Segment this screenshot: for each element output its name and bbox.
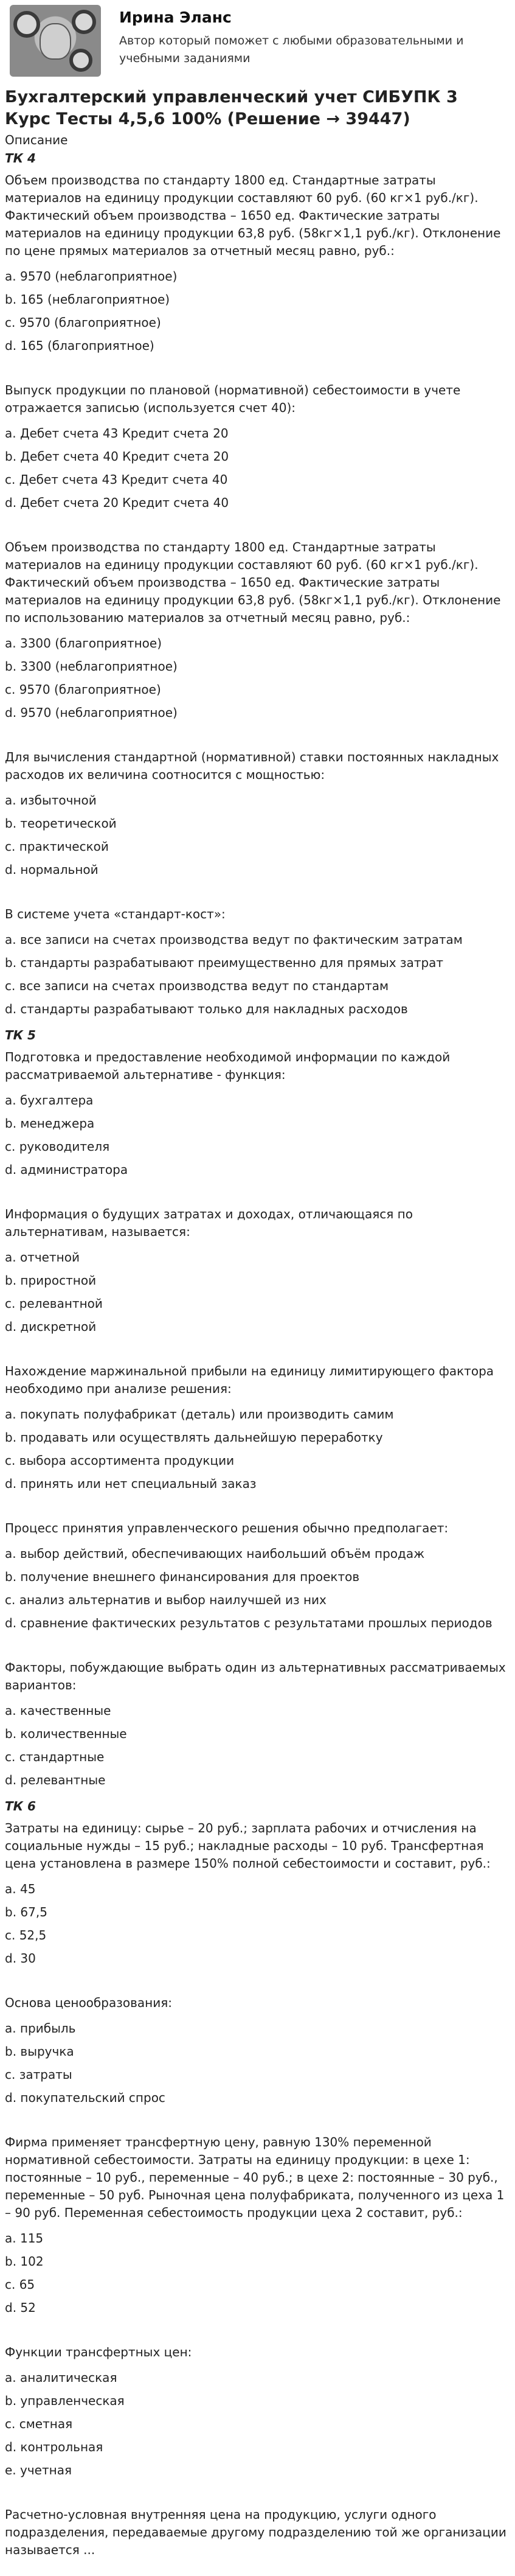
answer-option: d. покупательский спрос: [5, 2090, 165, 2105]
question-text: Для вычисления стандартной (нормативной) ставки постоянных накладных расходов их величина соотносится с мощностью:: [5, 750, 499, 782]
film-reel-icon: [72, 10, 96, 34]
answer-option: d. дискретной: [5, 1319, 97, 1334]
question-text: Факторы, побуждающие выбрать один из альтернативных рассматриваемых вариантов:: [5, 1660, 506, 1692]
answer-option: a. избыточной: [5, 793, 97, 808]
question-text: Объем производства по стандарту 1800 ед. Стандартные затраты материалов на единицу продукции составляют 60 руб. (60 кг×1 руб./кг). Фактический объем производства – 1650 ед. Фактические затраты материалов на единицу продукции 63,8 руб. (58кг×1,1 руб./кг). Отклонение по цене прямых материалов за отчетный месяц равно, руб.:: [5, 173, 501, 258]
answer-option: b. приростной: [5, 1273, 97, 1288]
answer-option: b. продавать или осуществлять дальнейшую переработку: [5, 1430, 383, 1445]
answer-option: b. выручка: [5, 2044, 74, 2059]
answer-option: c. сметная: [5, 2417, 73, 2431]
answer-option: b. 67,5: [5, 1905, 47, 1919]
spacer: [5, 1970, 510, 1991]
question-text: Объем производства по стандарту 1800 ед. Стандартные затраты материалов на единицу продукции составляют 60 руб. (60 кг×1 руб./кг). Фактический объем производства – 1650 ед. Фактические затраты материалов на единицу продукции 63,8 руб. (58кг×1,1 руб./кг). Отклонение по использованию материалов за отчетный месяц равно, руб.:: [5, 540, 501, 625]
answer-option: c. Дебет счета 43 Кредит счета 40: [5, 472, 228, 487]
spacer: [5, 1181, 510, 1202]
spacer: [5, 2482, 510, 2502]
spacer: [5, 1495, 510, 1516]
question-text: Функции трансфертных цен:: [5, 2345, 192, 2359]
answer-option: b. 102: [5, 2254, 44, 2269]
test-section: [5, 1796, 510, 2569]
spacer: [5, 1635, 510, 1655]
answer-option: a. бухгалтера: [5, 1093, 94, 1108]
answer-option: b. количественные: [5, 1726, 127, 1741]
answer-option: c. затраты: [5, 2067, 72, 2082]
answer-option: b. стандарты разрабатывают преимущественно для прямых затрат: [5, 955, 444, 970]
answer-option: c. 65: [5, 2277, 35, 2292]
test-section: [5, 1025, 510, 1796]
question-text: Нахождение маржинальной прибыли на единицу лимитирующего фактора необходимо при анализе решения:: [5, 1364, 494, 1396]
question-text: Основа ценообразования:: [5, 1995, 172, 2010]
answer-option: d. нормальной: [5, 862, 99, 877]
spacer: [5, 1338, 510, 1359]
answer-option: d. 52: [5, 2300, 36, 2315]
answer-option: b. Дебет счета 40 Кредит счета 20: [5, 449, 229, 464]
answer-option: a. 115: [5, 2231, 44, 2246]
test-content: [5, 148, 510, 2569]
answer-option: e. учетная: [5, 2463, 72, 2477]
answer-option: a. покупать полуфабрикат (деталь) или производить самим: [5, 1407, 394, 1422]
question-text: Выпуск продукции по плановой (нормативной) себестоимости в учете отражается записью (используется счет 40):: [5, 383, 461, 415]
answer-option: d. контрольная: [5, 2440, 103, 2454]
answer-option: c. анализ альтернатив и выбор наилучшей из них: [5, 1593, 327, 1607]
answer-option: c. руководителя: [5, 1139, 110, 1154]
section-heading: ТК 4: [5, 151, 36, 166]
answer-option: d. администратора: [5, 1162, 128, 1177]
answer-option: a. прибыль: [5, 2021, 76, 2036]
author-name[interactable]: Ирина Эланс: [119, 9, 232, 26]
answer-option: a. Дебет счета 43 Кредит счета 20: [5, 426, 229, 441]
author-description: Автор который поможет с любыми образовательными и учебными заданиями: [119, 34, 464, 65]
answer-option: d. 165 (благоприятное): [5, 338, 154, 353]
answer-option: a. 9570 (неблагоприятное): [5, 269, 178, 284]
answer-option: d. принять или нет специальный заказ: [5, 1476, 257, 1491]
page-title: Бухгалтерский управленческий учет СИБУПК 3 Курс Тесты 4,5,6 100% (Решение → 39447): [5, 88, 458, 128]
answer-option: c. практической: [5, 839, 109, 854]
answer-option: b. 3300 (неблагоприятное): [5, 659, 178, 674]
spacer: [5, 2319, 510, 2340]
question-text: Информация о будущих затратах и доходах, отличающаяся по альтернативам, называется:: [5, 1207, 413, 1239]
spacer: [5, 2564, 510, 2569]
author-card[interactable]: [5, 0, 510, 79]
question-text: Фирма применяет трансфертную цену, равную 130% переменной нормативной себестоимости. Затраты на единицу продукции: в цехе 1: постоянные – 10 руб., переменные – 40 руб.; в цехе 2: постоянные – 30 руб., переменные – 50 руб. Рыночная цена полуфабриката, полученного из цеха 1 – 90 руб. Переменная себестоимость продукции цеха 2 составит, руб.:: [5, 2135, 505, 2220]
answer-option: d. 30: [5, 1951, 36, 1966]
spacer: [5, 724, 510, 745]
answer-option: d. релевантные: [5, 1773, 106, 1787]
question-text: В системе учета «стандарт-кост»:: [5, 907, 226, 921]
answer-option: d. Дебет счета 20 Кредит счета 40: [5, 495, 229, 510]
answer-option: a. отчетной: [5, 1250, 80, 1265]
answer-option: a. все записи на счетах производства ведут по фактическим затратам: [5, 932, 463, 947]
answer-option: a. 3300 (благоприятное): [5, 636, 162, 651]
answer-option: d. стандарты разрабатывают только для накладных расходов: [5, 1002, 408, 1016]
section-heading: ТК 6: [5, 1799, 36, 1813]
question-text: Расчетно-условная внутренняя цена на продукцию, услуги одного подразделения, передаваемые другому подразделению той же организации называется ...: [5, 2507, 506, 2557]
answer-option: c. все записи на счетах производства ведут по стандартам: [5, 979, 389, 993]
answer-option: c. 52,5: [5, 1928, 47, 1942]
answer-option: a. аналитическая: [5, 2370, 117, 2385]
spacer: [5, 881, 510, 902]
author-avatar[interactable]: [10, 5, 101, 77]
answer-option: a. 45: [5, 1882, 36, 1896]
description-label: Описание: [5, 133, 68, 147]
section-heading: ТК 5: [5, 1028, 36, 1042]
answer-option: c. 9570 (благоприятное): [5, 682, 161, 697]
answer-option: b. менеджера: [5, 1116, 95, 1131]
question-text: Подготовка и предоставление необходимой информации по каждой рассматриваемой альтернативе - функция:: [5, 1050, 451, 1082]
answer-option: a. качественные: [5, 1703, 111, 1718]
spacer: [5, 1792, 510, 1796]
answer-option: b. управленческая: [5, 2393, 125, 2408]
answer-option: d. 9570 (неблагоприятное): [5, 705, 178, 720]
answer-option: c. 9570 (благоприятное): [5, 315, 161, 330]
question-text: Затраты на единицу: сырье – 20 руб.; зарплата рабочих и отчисления на социальные нужды – 15 руб.; накладные расходы – 10 руб. Трансфертная цена установлена в размере 150% полной себестоимости и составит, руб.:: [5, 1821, 491, 1871]
answer-option: b. получение внешнего финансирования для проектов: [5, 1569, 360, 1584]
answer-option: a. выбор действий, обеспечивающих наибольший объём продаж: [5, 1546, 425, 1561]
film-reel-icon: [13, 11, 40, 38]
spacer: [5, 2109, 510, 2130]
answer-option: c. выбора ассортимента продукции: [5, 1453, 235, 1468]
answer-option: b. теоретической: [5, 816, 117, 831]
question-text: Процесс принятия управленческого решения обычно предполагает:: [5, 1521, 449, 1535]
spacer: [5, 357, 510, 378]
author-info: [119, 5, 484, 68]
spacer: [5, 1021, 510, 1025]
film-reel-icon: [69, 49, 92, 72]
spacer: [5, 514, 510, 535]
answer-option: d. сравнение фактических результатов с результатами прошлых периодов: [5, 1616, 493, 1630]
portrait-icon: [40, 23, 71, 60]
test-section: [5, 148, 510, 1025]
answer-option: c. стандартные: [5, 1750, 105, 1764]
answer-option: b. 165 (неблагоприятное): [5, 292, 170, 307]
answer-option: c. релевантной: [5, 1296, 103, 1311]
